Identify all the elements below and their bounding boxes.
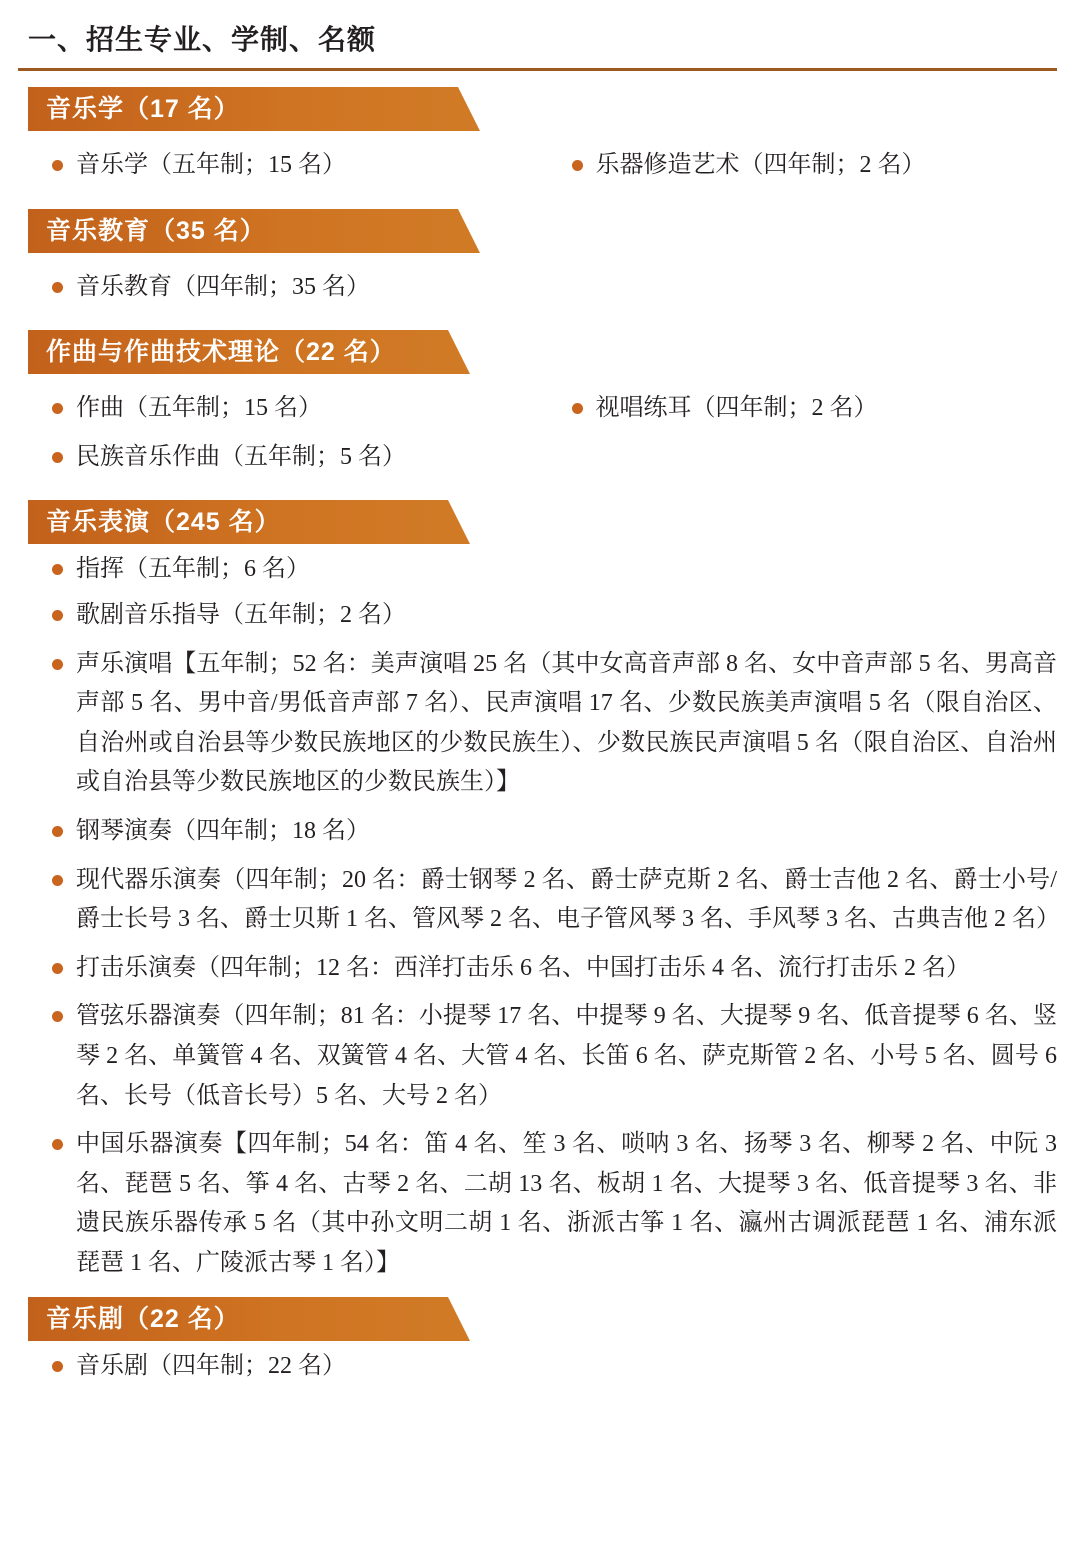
column-right [538, 137, 1058, 195]
item-list [538, 389, 1058, 429]
list-item: 乐器修造艺术（四年制；2 名） [538, 146, 1058, 186]
column-right [538, 259, 1058, 317]
list-item: 音乐教育（四年制；35 名） [18, 268, 538, 308]
list-item: 音乐学（五年制；15 名） [18, 146, 538, 186]
group-banner-composition [28, 330, 1057, 374]
page-title: 一、招生专业、学制、名额 [28, 24, 377, 55]
banner-label: 音乐剧（22 名） [28, 1297, 448, 1341]
group-banner-music-education [28, 209, 1057, 253]
list-item: 钢琴演奏（四年制；18 名） [18, 812, 1057, 852]
list-item: 音乐剧（四年制；22 名） [18, 1347, 1057, 1387]
item-list [538, 146, 1058, 186]
item-list [18, 146, 538, 186]
list-item: 作曲（五年制；15 名） [18, 389, 538, 429]
list-item: 民族音乐作曲（五年制；5 名） [18, 438, 538, 478]
list-item: 管弦乐器演奏（四年制；81 名：小提琴 17 名、中提琴 9 名、大提琴 9 名、低音提琴 6 名、竖琴 2 名、单簧管 4 名、双簧管 4 名、大管 4 名、长笛 6 名、萨克斯管 2 名、小号 5 名、圆号 6 名、长号（低音长号）5 名、大号 2 名） [18, 997, 1057, 1116]
item-list [18, 389, 538, 477]
group-banner-music-performance [28, 500, 1057, 544]
group-items-music-education [18, 259, 1057, 317]
item-list [18, 268, 538, 308]
column-left [18, 380, 538, 486]
group-items-music-studies [18, 137, 1057, 195]
column-left [18, 259, 538, 317]
column-left [18, 137, 538, 195]
group-items-music-performance [18, 550, 1060, 1283]
list-item: 指挥（五年制；6 名） [18, 550, 1057, 590]
group-items-composition [18, 380, 1057, 486]
list-item: 中国乐器演奏【四年制；54 名：笛 4 名、笙 3 名、唢呐 3 名、扬琴 3 名、柳琴 2 名、中阮 3 名、琵琶 5 名、筝 4 名、古琴 2 名、二胡 13 名、板胡 1 名、大提琴 3 名、低音提琴 3 名、非遗民族乐器传承 5 名（其中孙文明二胡 1 名、浙派古筝 1 名、瀛州古调派琵琶 1 名、浦东派琵琶 1 名、广陵派古琴 1 名）】 [18, 1125, 1057, 1283]
list-item: 歌剧音乐指导（五年制；2 名） [18, 596, 1057, 636]
banner-label: 音乐表演（245 名） [28, 500, 448, 544]
list-item: 现代器乐演奏（四年制；20 名：爵士钢琴 2 名、爵士萨克斯 2 名、爵士吉他 2 名、爵士小号/爵士长号 3 名、爵士贝斯 1 名、管风琴 2 名、电子管风琴 3 名、手风琴 3 名、古典吉他 2 名） [18, 861, 1057, 940]
group-items-musical-theatre [18, 1347, 1057, 1387]
title-divider [18, 68, 1057, 71]
column-right [538, 380, 1058, 486]
list-item: 打击乐演奏（四年制；12 名：西洋打击乐 6 名、中国打击乐 4 名、流行打击乐 2 名） [18, 949, 1057, 989]
group-banner-musical-theatre [28, 1297, 1057, 1341]
list-item: 视唱练耳（四年制；2 名） [538, 389, 1058, 429]
group-banner-music-studies [28, 87, 1057, 131]
banner-label: 音乐教育（35 名） [28, 209, 458, 253]
banner-label: 音乐学（17 名） [28, 87, 458, 131]
banner-label: 作曲与作曲技术理论（22 名） [28, 330, 448, 374]
list-item: 声乐演唱【五年制；52 名：美声演唱 25 名（其中女高音声部 8 名、女中音声部 5 名、男高音声部 5 名、男中音/男低音声部 7 名）、民声演唱 17 名、少数民族美声演唱 5 名（限自治区、自治州或自治县等少数民族地区的少数民族生）、少数民族民声演唱 5 名（限自治区、自治州或自治县等少数民族地区的少数民族生）】 [18, 645, 1057, 803]
